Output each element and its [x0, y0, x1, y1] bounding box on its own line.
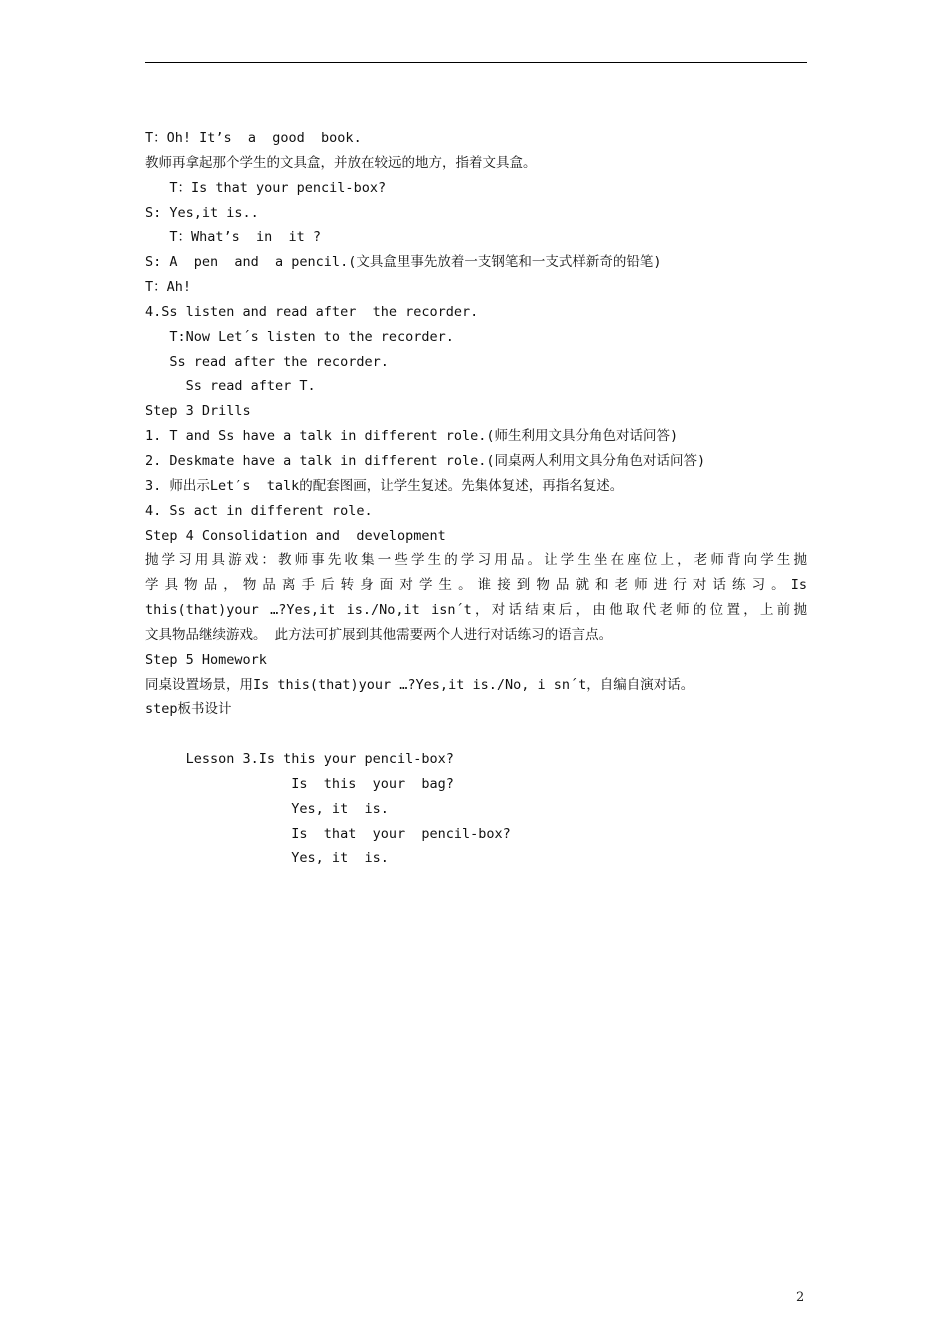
text-line: Ss read after T. — [145, 378, 316, 395]
text-line: Ss read after the recorder. — [145, 353, 389, 370]
paragraph-line: 抛学习用具游戏：教师事先收集一些学生的学习用品。让学生坐在座位上，老师背向学生抛 — [145, 552, 807, 569]
text-line: S: A pen and a pencil.(文具盒里事先放着一支钢笔和一支式样新奇的铅笔) — [145, 254, 662, 271]
board-line: Yes, it is. — [145, 850, 389, 867]
text-line: S: Yes,it is.. — [145, 204, 259, 221]
board-line: Is that your pencil-box? — [145, 825, 511, 842]
text-line: 3. 师出示Let′s talk的配套图画，让学生复述。先集体复述，再指名复述。 — [145, 477, 624, 494]
text-line: T：Is that your pencil-box? — [145, 179, 387, 196]
board-line: Is this your bag? — [145, 775, 454, 792]
header-rule — [145, 62, 807, 63]
paragraph-line: 文具物品继续游戏。 此方法可扩展到其他需要两个人进行对话练习的语言点。 — [145, 626, 613, 643]
text-line: 1. T and Ss have a talk in different role.(师生利用文具分角色对话问答) — [145, 428, 679, 445]
text-line: T：Oh! It’s a good book. — [145, 130, 362, 146]
text-line: 2. Deskmate have a talk in different role.(同桌两人利用文具分角色对话问答) — [145, 452, 706, 469]
text-line: 4. Ss act in different role. — [145, 502, 373, 519]
blank-line — [145, 722, 807, 747]
step-heading: step板书设计 — [145, 701, 232, 718]
step-heading: Step 4 Consolidation and development — [145, 527, 446, 544]
paragraph-line: this(that)your …?Yes,it is./No,it isn´t，对话结束后，由他取代老师的位置，上前抛 — [145, 602, 807, 619]
text-line: T：What’s in it ? — [145, 229, 322, 246]
page-number: 2 — [796, 1290, 805, 1305]
text-line: T：Ah! — [145, 279, 192, 296]
step-heading: Step 5 Homework — [145, 651, 267, 668]
board-line: Yes, it is. — [145, 800, 389, 817]
game-paragraph — [145, 548, 807, 647]
text-line: 教师再拿起那个学生的文具盒，并放在较远的地方，指着文具盒。 — [145, 154, 537, 171]
document-body — [145, 126, 807, 871]
text-line: T:Now Let´s listen to the recorder. — [145, 328, 454, 345]
step-heading: Step 3 Drills — [145, 403, 251, 420]
text-line: 同桌设置场景，用Is this(that)your …?Yes,it is./No, i sn´t，自编自演对话。 — [145, 676, 695, 693]
board-title: Lesson 3.Is this your pencil-box? — [145, 751, 454, 768]
paragraph-line: 学具物品，物品离手后转身面对学生。谁接到物品就和老师进行对话练习。Is — [145, 577, 807, 594]
text-line: 4.Ss listen and read after the recorder. — [145, 303, 479, 320]
